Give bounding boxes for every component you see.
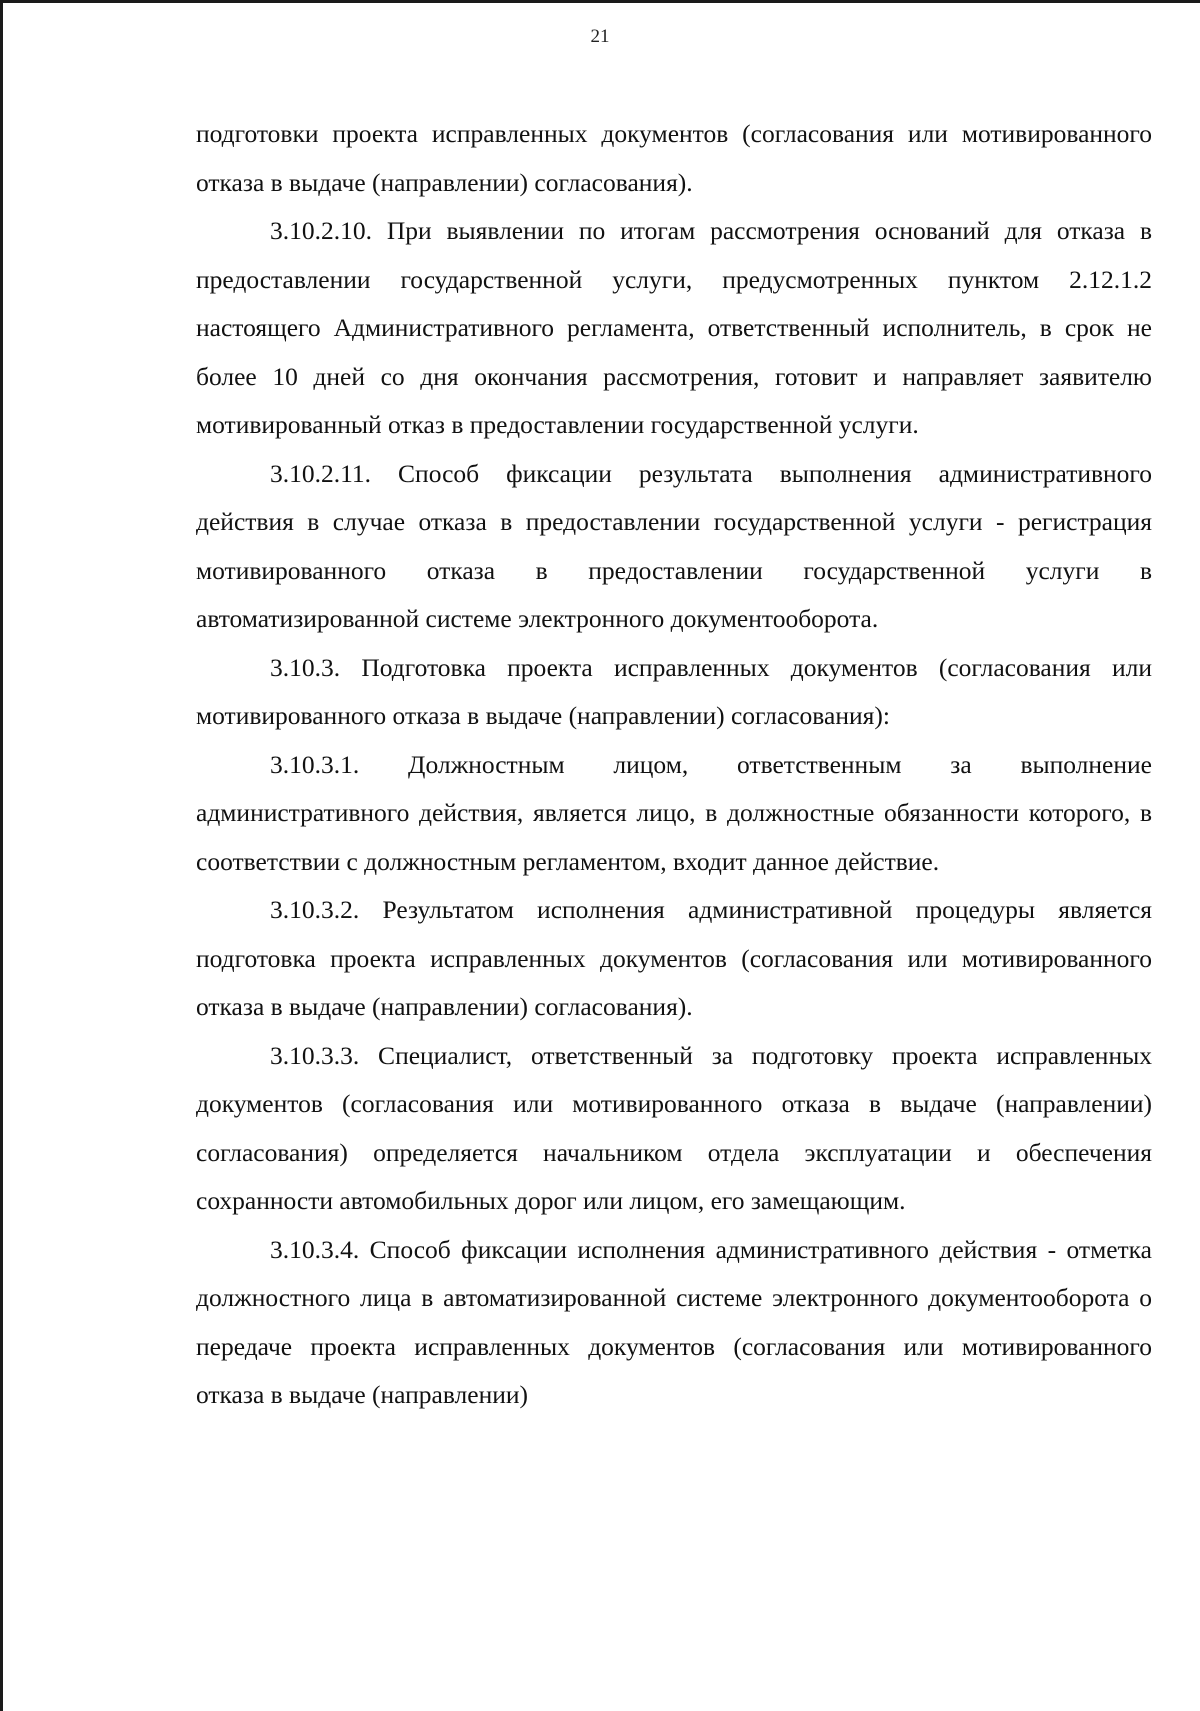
- page-number: 21: [590, 26, 610, 47]
- paragraph-3-10-3-4: 3.10.3.4. Способ фиксации исполнения административного действия - отметка должностного лица в автоматизированной системе электронного документооборота о передаче проекта исправленных документов (согласования или мотивированного отказа в выдаче (направлении): [196, 1234, 1152, 1409]
- paragraph-3-10-2-10: 3.10.2.10. При выявлении по итогам рассмотрения оснований для отказа в предоставлении государственной услуги, предусмотренных пунктом 2.12.1.2 настоящего Административного регламента, ответственный исполнитель, в срок не более 10 дней со дня окончания рассмотрения, готовит и направляет заявителю мотивированный отказ в предоставлении государственной услуги.: [196, 216, 1152, 439]
- scan-border-left: [0, 0, 3, 1711]
- paragraph-3-10-3-3: 3.10.3.3. Специалист, ответственный за подготовку проекта исправленных документов (согласования или мотивированного отказа в выдаче (направлении) согласования) определяется начальником отдела эксплуатации и обеспечения сохранности автомобильных дорог или лицом, его замещающим.: [196, 1040, 1152, 1215]
- paragraph-3-10-2-11: 3.10.2.11. Способ фиксации результата выполнения административного действия в случае отказа в предоставлении государственной услуги - регистрация мотивированного отказа в предоставлении государственной услуги в автоматизированной системе электронного документооборота.: [196, 458, 1152, 633]
- paragraph-3-10-3: 3.10.3. Подготовка проекта исправленных документов (согласования или мотивированного отказа в выдаче (направлении) согласования):: [196, 652, 1152, 730]
- scan-border-top: [0, 0, 1200, 3]
- paragraph-3-10-3-2: 3.10.3.2. Результатом исполнения административной процедуры является подготовка проекта исправленных документов (согласования или мотивированного отказа в выдаче (направлении) согласования).: [196, 895, 1152, 1021]
- paragraph-3-10-3-1: 3.10.3.1. Должностным лицом, ответственным за выполнение административного действия, является лицо, в должностные обязанности которого, в соответствии с должностным регламентом, входит данное действие.: [196, 749, 1152, 876]
- document-body: [196, 110, 1152, 1420]
- paragraph-continuation: подготовки проекта исправленных документов (согласования или мотивированного отказа в выдаче (направлении) согласования).: [196, 119, 1152, 197]
